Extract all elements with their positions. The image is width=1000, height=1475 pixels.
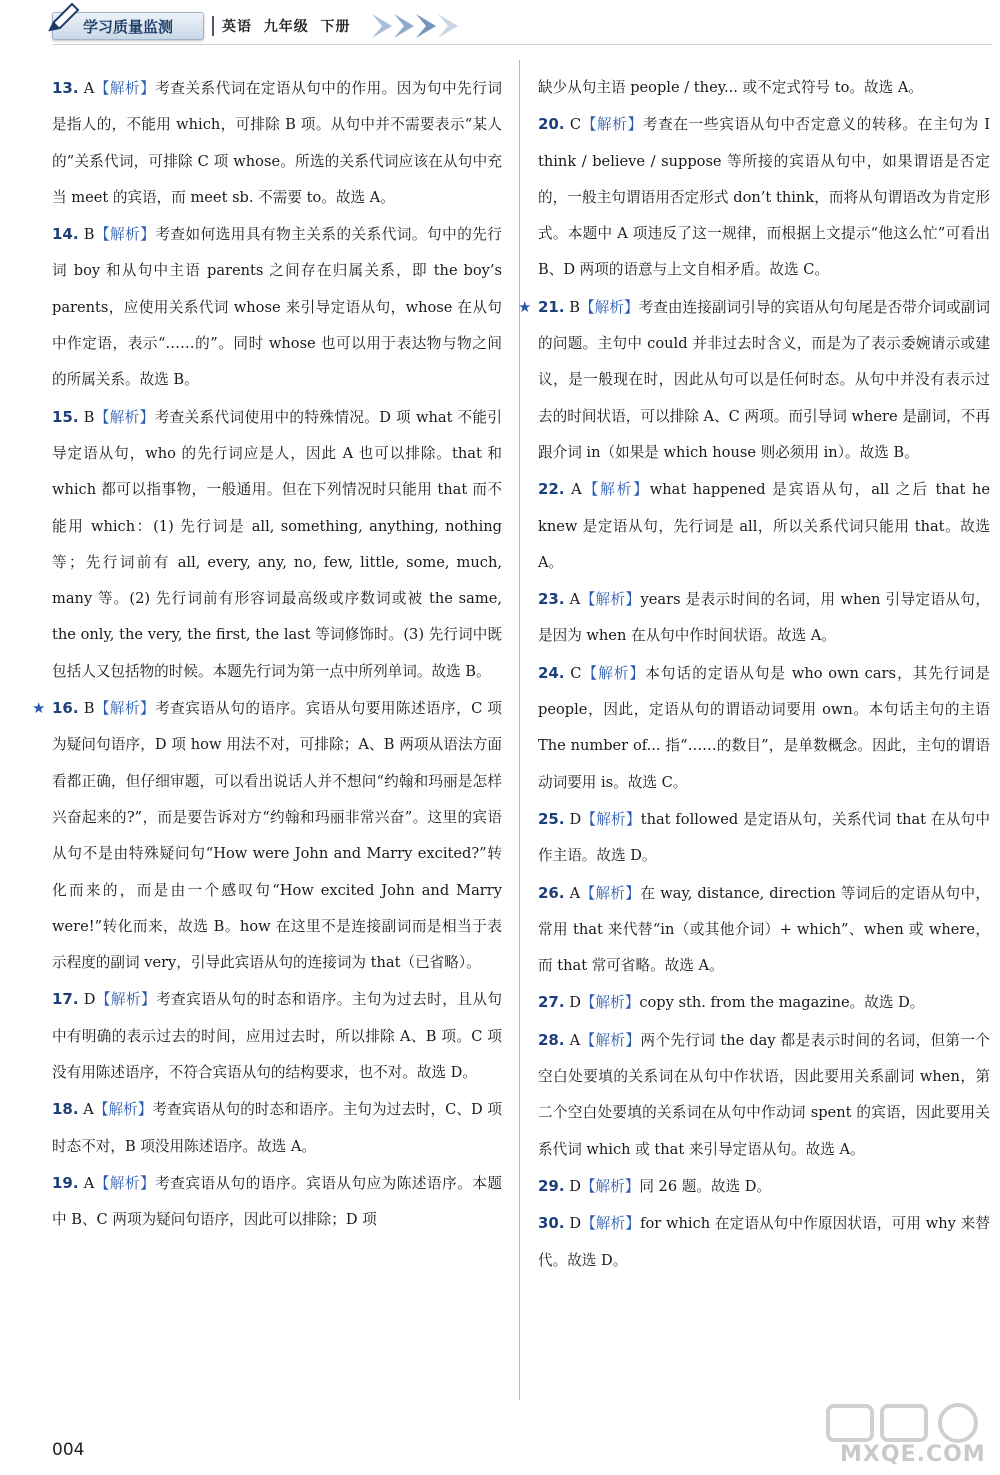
answer-entry-28: 28. A【解析】两个先行词 the day 都是表示时间的名词，但第一个空白处要填的关系词在从句中作状语，因此要用关系副词 when，第二个空白处要填的关系词在从句中作动词 spent 的宾语，因此要用关系代词 which 或 that 来引导定语从句。故选 A。 — [538, 1030, 990, 1158]
answer-entry-13: 13. A【解析】考查关系代词在定语从句中的作用。因为句中先行词是指人的，不能用 which，可排除 B 项。从句中并不需要表示“某人的”关系代词，可排除 C 项 whose。所选的关系代词应该在从句中充当 meet 的宾语，而 meet sb. 不需要 to。故选 A。 — [52, 79, 502, 206]
watermark-text: MXQE.COM — [840, 1442, 986, 1467]
answer-entry-21: ★ 21. B【解析】考查由连接副词引导的宾语从句句尾是否带介词或副词的问题。主句中 could 并非过去时含义，而是为了表示委婉请示或建议，是一般现在时，因此从句可以是任何时态。从句中并没有表示过去的时间状语，可以排除 A、C 两项。而引导词 where 是副词，不再跟介词 in（如果是 which house 则必须用 in）。故选 B。 — [538, 289, 990, 471]
header-subtitle — [222, 16, 351, 36]
star-icon: ★ — [518, 297, 532, 316]
header-rule — [52, 44, 992, 45]
page-header — [52, 6, 452, 46]
left-column — [32, 70, 503, 1239]
answer-entry-23: 23. A【解析】years 是表示时间的名词，用 when 引导定语从句，是因为 when 在从句中作时间状语。故选 A。 — [538, 590, 990, 645]
answer-entry-14: 14. B【解析】考查如何选用具有物主关系的关系代词。句中的先行词 boy 和从句中主语 parents 之间存在归属关系，即 the boy’s parents，应使用关系代词 whose 来引导定语从句，whose 在从句中作定语，表示“……的”。同时 whose 也可以用于表达物与物之间的所属关系。故选 B。 — [52, 225, 502, 389]
answer-entry-27: 27. D【解析】copy sth. from the magazine。故选 D。 — [538, 993, 925, 1012]
star-icon: ★ — [32, 699, 46, 718]
answer-entry-15: 15. B【解析】考查关系代词使用中的特殊情况。D 项 what 不能引导定语从句，who 的先行词应是人，因此 A 也可以排除。that 和 which 都可以指事物，一般通用。但在下列情况时只能用 that 而不能用 which：(1) 先行词是 all, something, anything, nothing 等；先行词前有 all, every, any, no, few, little, some, much, many 等。(2) 先行词前有形容词最高级或序数词或被 the same, the only, the very, the first, the last 等词修饰时。(3) 先行词中既包括人又包括物的时候。本题先行词为第一点中所列单词。故选 B。 — [52, 407, 503, 680]
answer-entry-26: 26. A【解析】在 way, distance, direction 等词后的定语从句中，常用 that 来代替“in（或其他介词）+ which”、when 或 where，而 that 常可省略。故选 A。 — [538, 883, 990, 975]
header-title: 学习质量监测 — [83, 18, 174, 36]
column-divider — [519, 60, 520, 1400]
pencil-icon — [46, 0, 82, 36]
answer-entry-19: 19. A【解析】考查宾语从句的语序。宾语从句应为陈述语序。本题中 B、C 两项为疑问句语序，因此可以排除；D 项 — [52, 1173, 502, 1229]
header-volume: 下册 — [320, 19, 351, 35]
header-grade: 九年级 — [263, 19, 309, 35]
header-subject: 英语 — [222, 19, 252, 35]
page-number: 004 — [52, 1440, 85, 1460]
answer-entry-18: 18. A【解析】考查宾语从句的时态和语序。主句为过去时，C、D 项时态不对，B 项没用陈述语序。故选 A。 — [52, 1100, 502, 1155]
answer-entry-29: 29. D【解析】同 26 题。故选 D。 — [538, 1176, 772, 1195]
answer-entry-24: 24. C【解析】本句话的定语从句是 who own cars，其先行词是 people，因此，定语从句的谓语动词要用 own。本句话主句的主语 The number of... 指“……的数目”，是单数概念。因此，主句的谓语动词要用 is。故选 C。 — [538, 663, 990, 791]
header-separator — [212, 16, 214, 36]
watermark-logo-icon — [820, 1400, 995, 1444]
answer-entry-30: 30. D【解析】for which 在定语从句中作原因状语，可用 why 来替代。故选 D。 — [538, 1214, 990, 1269]
answer-entry-20: 20. C【解析】考查在一些宾语从句中否定意义的转移。在主句为 I think / believe / suppose 等所接的宾语从句中，如果谓语是否定的，一般主句谓语用否定形式 don’t think，而将从句谓语改为肯定形式。本题中 A 项违反了这一规律，而根据上文提示“他这么忙”可看出 B、D 两项的语意与上文自相矛盾。故选 C。 — [538, 115, 990, 279]
answer-entry-25: 25. D【解析】that followed 是定语从句，关系代词 that 在从句中作主语。故选 D。 — [538, 809, 990, 865]
watermark — [820, 1400, 995, 1472]
answer-entry-22: 22. A【解析】what happened 是宾语从句，all 之后 that he knew 是定语从句，先行词是 all，所以关系代词只能用 that。故选 A。 — [538, 480, 990, 571]
entry-19-continuation: 缺少从句主语 people / they... 或不定式符号 to。故选 A。 — [538, 79, 923, 96]
answer-entry-17: 17. D【解析】考查宾语从句的时态和语序。主句为过去时，且从句中有明确的表示过去的时间，应用过去时，所以排除 A、B 项。C 项没有用陈述语序，不符合宾语从句的结构要求，也不对。故选 D。 — [52, 990, 502, 1082]
right-column — [518, 70, 990, 1279]
answer-entry-16: ★ 16. B【解析】考查宾语从句的语序。宾语从句要用陈述语序，C 项为疑问句语序，D 项 how 用法不对，可排除；A、B 两项从语法方面看都正确，但仔细审题，可以看出说话人并不想问“约翰和玛丽是怎样兴奋起来的?”，而是要告诉对方“约翰和玛丽非常兴奋”。这里的宾语从句不是由特殊疑问句“How were John and Marry excited?”转化而来的，而是由一个感叹句“How excited John and Marry were!”转化而来，故选 B。how 在这里不是连接副词而是相当于表示程度的副词 very，引导此宾语从句的连接词为 that（已省略）。 — [52, 690, 502, 981]
chevron-arrows-icon — [352, 12, 472, 40]
